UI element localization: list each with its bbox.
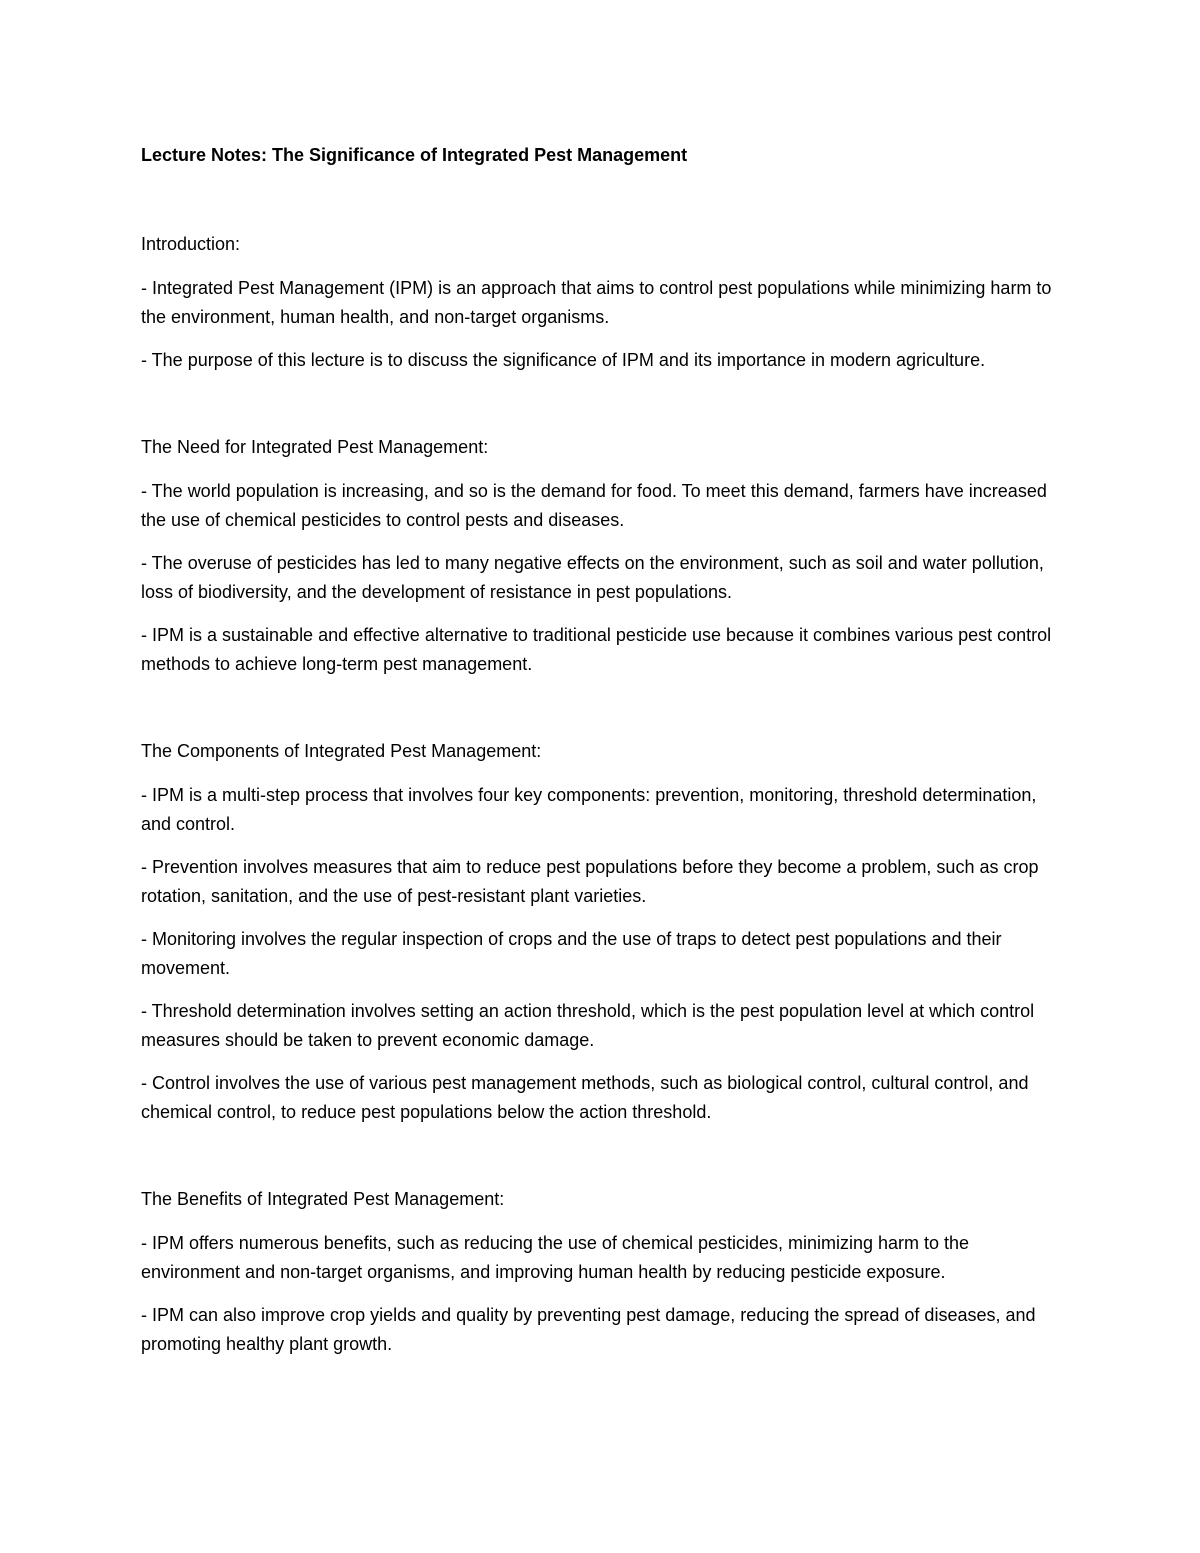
section-heading: The Components of Integrated Pest Management: (141, 741, 542, 761)
bullet-item: - The world population is increasing, and so is the demand for food. To meet this demand, farmers have increased the use of chemical pesticides to control pests and diseases. (141, 481, 1047, 530)
bullet-item: - Integrated Pest Management (IPM) is an approach that aims to control pest populations while minimizing harm to the environment, human health, and non-target organisms. (141, 278, 1052, 327)
section-heading: The Need for Integrated Pest Management: (141, 437, 489, 457)
bullet-item: - Control involves the use of various pest management methods, such as biological control, cultural control, and chemical control, to reduce pest populations below the action threshold. (141, 1073, 1029, 1122)
bullet-item: - IPM is a sustainable and effective alternative to traditional pesticide use because it combines various pest control methods to achieve long-term pest management. (141, 625, 1052, 674)
bullet-item: - IPM can also improve crop yields and quality by preventing pest damage, reducing the spread of diseases, and promoting healthy plant growth. (141, 1305, 1036, 1354)
bullet-item: - Monitoring involves the regular inspection of crops and the use of traps to detect pest populations and their movement. (141, 929, 1002, 978)
bullet-item: - Prevention involves measures that aim to reduce pest populations before they become a problem, such as crop rotation, sanitation, and the use of pest-resistant plant varieties. (141, 857, 1039, 906)
bullet-item: - IPM offers numerous benefits, such as reducing the use of chemical pesticides, minimizing harm to the environment and non-target organisms, and improving human health by reducing pesticide exposure. (141, 1233, 970, 1282)
bullet-item: - The purpose of this lecture is to discuss the significance of IPM and its importance in modern agriculture. (141, 350, 986, 370)
section-need (141, 433, 1066, 679)
document-body (141, 141, 1066, 1359)
section-benefits (141, 1185, 1066, 1359)
document-title: Lecture Notes: The Significance of Integrated Pest Management (141, 145, 688, 165)
bullet-item: - The overuse of pesticides has led to many negative effects on the environment, such as soil and water pollution, loss of biodiversity, and the development of resistance in pest populations. (141, 553, 1044, 602)
section-components (141, 737, 1066, 1127)
section-heading: Introduction: (141, 234, 241, 254)
section-introduction (141, 230, 1066, 375)
bullet-item: - IPM is a multi-step process that involves four key components: prevention, monitoring, threshold determination, and control. (141, 785, 1037, 834)
bullet-item: - Threshold determination involves setting an action threshold, which is the pest population level at which control measures should be taken to prevent economic damage. (141, 1001, 1035, 1050)
section-heading: The Benefits of Integrated Pest Management: (141, 1189, 505, 1209)
